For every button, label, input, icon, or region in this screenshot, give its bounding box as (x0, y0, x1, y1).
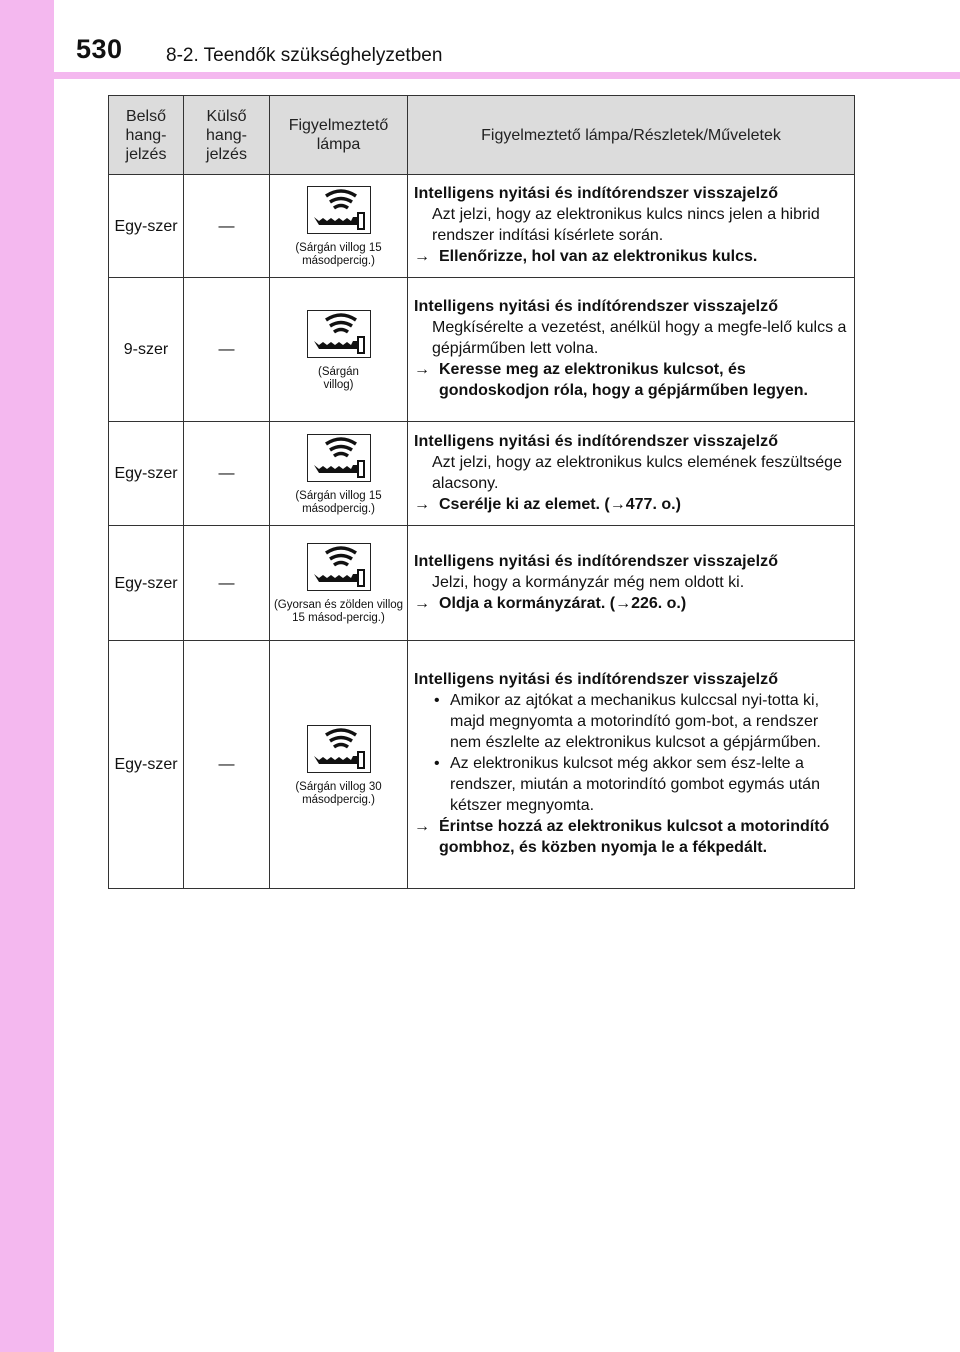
indicator-action: → Keresse meg az elektronikus kulcsot, és gondoskodjon róla, hogy a gépjárműben legyen. (414, 361, 808, 399)
col-internal-buzzer: Belső hang-jelzés (109, 96, 184, 175)
details-cell (408, 641, 855, 889)
arrow-right-icon: → (414, 495, 430, 513)
arrow-right-icon: → (414, 818, 430, 835)
table-row (109, 526, 855, 641)
internal-buzzer-cell: Egy-szer (109, 422, 184, 526)
side-color-strip (0, 0, 54, 1352)
lamp-caption: (Sárgán villog 15 másodpercig.) (295, 489, 382, 515)
lamp-cell (270, 526, 408, 641)
indicator-description: Jelzi, hogy a kormányzár még nem oldott ki. (432, 573, 745, 591)
external-buzzer-cell: — (184, 422, 270, 526)
external-buzzer-cell: — (184, 526, 270, 641)
indicator-action: → Cserélje ki az elemet. (→477. o.) (414, 495, 681, 513)
list-item: • Az elektronikus kulcsot még akkor sem ész-lelte a rendszer, miután a motorindító gombot egymás után kétszer megnyomta. (434, 755, 820, 814)
table-row (109, 422, 855, 526)
page-number: 530 (76, 34, 123, 64)
list-item: • Amikor az ajtókat a mechanikus kulccsal nyi-totta ki, majd megnyomta a motorindító gom-bot, a rendszer nem észlelte az elektronikus kulcsot a gépjárműben. (434, 692, 821, 751)
smart-key-indicator-icon (307, 543, 371, 591)
col-warning-lamp: Figyelmeztető lámpa (270, 96, 408, 175)
lamp-caption: (Sárgán villog) (318, 365, 359, 391)
details-cell (408, 422, 855, 526)
lamp-cell (270, 641, 408, 889)
arrow-right-icon: → (414, 594, 430, 612)
indicator-action: → Oldja a kormányzárat. (→226. o.) (414, 594, 687, 612)
internal-buzzer-cell: Egy-szer (109, 175, 184, 278)
table-row (109, 175, 855, 278)
details-cell (408, 278, 855, 422)
smart-key-indicator-icon (307, 725, 371, 773)
indicator-description: Azt jelzi, hogy az elektronikus kulcs elemének feszültsége alacsony. (432, 453, 842, 492)
arrow-right-icon: → (414, 248, 430, 265)
section-title: 8-2. Teendők szükséghelyzetben (166, 45, 443, 66)
indicator-title: Intelligens nyitási és indítórendszer visszajelző (414, 552, 779, 570)
lamp-cell (270, 278, 408, 422)
indicator-description: Azt jelzi, hogy az elektronikus kulcs nincs jelen a hibrid rendszer indítási kísérlete során. (432, 206, 820, 244)
internal-buzzer-cell: 9-szer (109, 278, 184, 422)
indicator-action: → Érintse hozzá az elektronikus kulcsot a motorindító gombhoz, és közben nyomja le a fékpedált. (414, 818, 830, 856)
arrow-right-icon: → (414, 361, 430, 378)
table-header-row (109, 96, 855, 175)
lamp-cell (270, 175, 408, 278)
smart-key-indicator-icon (307, 310, 371, 358)
external-buzzer-cell: — (184, 175, 270, 278)
details-cell (408, 175, 855, 278)
col-external-buzzer: Külső hang-jelzés (184, 96, 270, 175)
external-buzzer-cell: — (184, 278, 270, 422)
warning-table (108, 95, 855, 889)
table-row (109, 641, 855, 889)
table-row (109, 278, 855, 422)
indicator-title: Intelligens nyitási és indítórendszer visszajelző (414, 298, 779, 315)
lamp-caption: (Sárgán villog 15 másodpercig.) (295, 242, 382, 267)
internal-buzzer-cell: Egy-szer (109, 526, 184, 641)
indicator-action: → Ellenőrizze, hol van az elektronikus kulcs. (414, 248, 758, 265)
indicator-title: Intelligens nyitási és indítórendszer visszajelző (414, 185, 779, 202)
lamp-caption: (Gyorsan és zölden villog 15 másod-percig.) (273, 599, 404, 624)
smart-key-indicator-icon (307, 434, 371, 482)
lamp-caption: (Sárgán villog 30 másodpercig.) (295, 780, 382, 806)
smart-key-indicator-icon (307, 186, 371, 234)
external-buzzer-cell: — (184, 641, 270, 889)
col-details: Figyelmeztető lámpa/Részletek/Műveletek (408, 96, 855, 175)
internal-buzzer-cell: Egy-szer (109, 641, 184, 889)
lamp-cell (270, 422, 408, 526)
indicator-description: Megkísérelte a vezetést, anélkül hogy a megfe-lelő kulcs a gépjárműben lett volna. (432, 319, 847, 357)
header-rule (54, 72, 960, 79)
details-cell (408, 526, 855, 641)
indicator-title: Intelligens nyitási és indítórendszer visszajelző (414, 671, 779, 688)
indicator-title: Intelligens nyitási és indítórendszer visszajelző (414, 432, 779, 450)
